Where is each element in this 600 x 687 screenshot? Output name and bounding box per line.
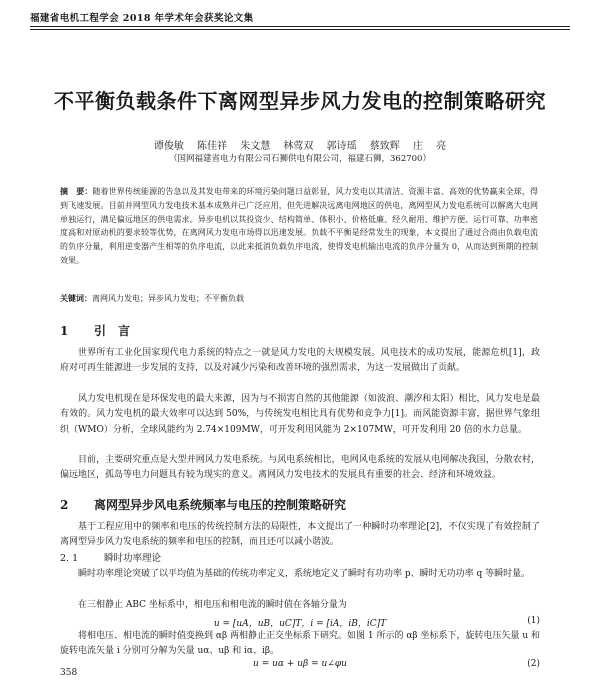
page-number: 358 — [60, 668, 78, 678]
author: 亮 — [436, 141, 447, 152]
section-title: 离网型异步风电系统频率与电压的控制策略研究 — [94, 498, 347, 512]
section-title: 引 言 — [94, 324, 131, 338]
section-2-heading — [60, 498, 540, 515]
section-number: 1 — [60, 324, 69, 338]
keywords-text: 离网风力发电；异步风力发电；不平衡负载 — [92, 294, 244, 303]
abstract-text: 随着世界传统能源的告急以及其发电带来的环境污染问题日益彰显，风力发电以其清洁、资源丰富、高效的优势赢来全球，得到飞速发展。目前并网型风力发电技术基本成熟并已广泛应用，但先进解决远离电网地区的供电，离网型风力发电系统可以解离大电网单独运行，满足偏远地区的供电需求。异步电机以其投资少、结构简单、体积小、价格低廉、经久耐用、维护方便、运行可靠、功率密度高和对原动机的要求较等优势，在离网风力发电市场得以迅速发展。负载不平衡是经常发生的现象，本文提出了通过合商由负载电流的负序分量，利用逆变器产生相等的负序电流，以此来抵消负载负序电流，使得发电机输出电流的负序分量为 0，从而达到预期的控制效果。 — [60, 187, 539, 265]
running-header: 福建省电机工程学会 2018 年学术年会获奖论文集 — [30, 13, 254, 24]
subsection-2-1-heading — [60, 551, 540, 567]
paragraph: 将相电压、相电流的瞬时值变换到 αβ 两相静止正交坐标系下研究。如图 1 所示的 αβ 坐标系下，旋转电压矢量 u 和旋转电流矢量 i 分别可分解为矢量 uα、uβ 和 iα、iβ。 — [60, 631, 540, 657]
author: 庄 — [412, 141, 423, 152]
author: 林莺双 — [283, 141, 314, 152]
subsection-number: 2. 1 — [60, 553, 79, 564]
paragraph: 风力发电机现在是环保发电的最大来源，因为与不损害自然的其他能源（如波浪、潮汐和太阳）相比，风力发电是最有效的。风力发电机的最大效率可以达到 50%，与传统发电相比具有优势和竞争力[1]。而风能资源丰富，据世界气象组织（WMO）分析，全球风能约为 2.74×109MW，可开发利用风能为 2×107MW，可开发利用 20 倍的水力总量。 — [60, 394, 540, 435]
author: 谭俊敏 — [153, 141, 184, 152]
paragraph: 基于工程应用中的频率和电压的传统控制方法的局限性，本文提出了一种瞬时功率理论[2]，不仅实现了有效控制了离网型异步风力发电系统的频率和电压的控制，而且还可以减小谐波。 — [60, 522, 540, 548]
paragraph: 目前，主要研究重点是大型并网风力发电系统。与风电系统相比，电网风电系统的发展从电网解决我国，分散农村，偏远地区，孤岛等电力问题具有较为现实的意义。离网风力发电技术的发展具有重要的社会、经济和环境效益。 — [60, 455, 540, 481]
paragraph: 在三相静止 ABC 坐标系中，相电压和相电流的瞬时值在各轴分量为 — [78, 600, 347, 610]
author: 陈佳祥 — [197, 141, 228, 152]
author: 蔡致辉 — [369, 141, 400, 152]
header-rule — [30, 26, 570, 27]
equation-body: u = uα + uβ = u∠φu — [253, 659, 347, 669]
author: 郭诗瑶 — [326, 141, 357, 152]
section-1-heading — [60, 324, 540, 341]
author-list — [30, 137, 570, 152]
subsection-title: 瞬时功率理论 — [104, 553, 162, 564]
section-number: 2 — [60, 498, 69, 512]
keywords-label: 关键词： — [60, 293, 92, 303]
affiliation: （国网福建省电力有限公司石狮供电有限公司，福建石狮，362700） — [169, 154, 431, 164]
abstract-label: 摘 要： — [60, 186, 93, 196]
abstract — [60, 185, 538, 268]
keywords — [60, 292, 538, 305]
paragraph: 世界所有工业化国家现代电力系统的特点之一就是风力发电的大规模发展。风电技术的成功发展，能源危机[1]，政府对可再生能源进一步发展的支持，以及对减少污染和改善环境的强烈需求，为这一发展做出了贡献。 — [60, 348, 540, 374]
author: 朱文慧 — [240, 141, 271, 152]
paper-title: 不平衡负载条件下离网型异步风力发电的控制策略研究 — [54, 89, 546, 113]
paragraph: 瞬时功率理论突破了以平均值为基础的传统功率定义，系统地定义了瞬时有功功率 p、瞬时无功功率 q 等瞬时量。 — [78, 569, 531, 579]
equation-number: (1) — [527, 616, 540, 626]
equation-number: (2) — [527, 659, 540, 669]
equation-body: u = [uA，uB，uC]T，i = [iA，iB，iC]T — [213, 619, 387, 629]
header-rule-thin — [30, 29, 570, 30]
